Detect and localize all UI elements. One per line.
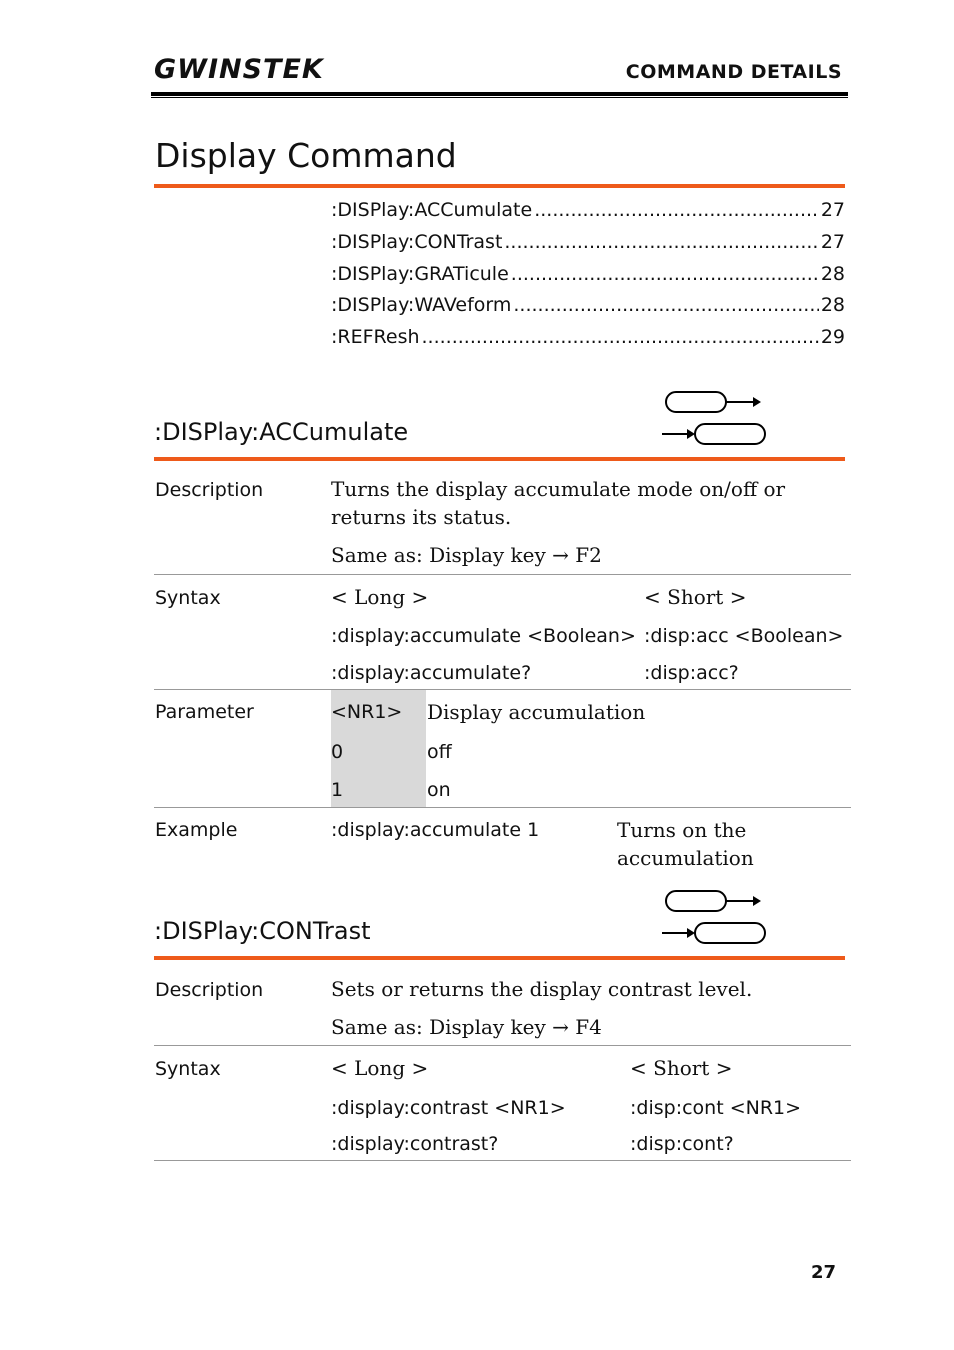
row-divider [154,689,851,690]
example-command: :display:accumulate 1 [331,819,540,841]
header-section-title: COMMAND DETAILS [625,61,842,83]
toc-entry-name: :DISPlay:WAVeform [331,294,512,317]
description-text: Turns the display accumulate mode on/off or [331,477,786,501]
row-divider [154,1045,851,1046]
command-toc [331,199,845,358]
example-label: Example [155,819,238,841]
same-as-text: Same as: Display key → F4 [331,1015,602,1039]
example-description-2: accumulation [617,846,754,870]
parameter-desc: on [427,779,451,801]
same-as-text: Same as: Display key → F2 [331,543,602,567]
toc-entry[interactable] [331,326,845,358]
syntax-label: Syntax [155,587,221,609]
short-query-command: :disp:cont? [630,1133,734,1155]
toc-leader [422,326,819,348]
parameter-value: 0 [331,741,344,763]
description-label: Description [155,479,264,501]
set-query-icon [658,389,778,449]
set-query-icon [658,888,778,948]
toc-leader [513,294,818,316]
parameter-desc: off [427,741,452,763]
parameter-type-desc: Display accumulation [427,700,646,724]
toc-entry[interactable] [331,294,845,326]
syntax-label: Syntax [155,1058,221,1080]
short-set-command: :disp:acc <Boolean> [644,625,844,647]
section-rule [154,457,845,461]
page-title: Display Command [155,136,457,175]
row-divider [154,807,851,808]
toc-leader [504,231,818,253]
parameter-label: Parameter [155,701,254,723]
section-title-contrast: :DISPlay:CONTrast [154,917,371,945]
description-text-2: returns its status. [331,505,512,529]
long-set-command: :display:contrast <NR1> [331,1097,566,1119]
short-header: < Short > [644,585,747,609]
short-set-command: :disp:cont <NR1> [630,1097,802,1119]
title-rule [154,184,845,188]
header-rule-thin [151,97,848,98]
long-set-command: :display:accumulate <Boolean> [331,625,636,647]
short-query-command: :disp:acc? [644,662,739,684]
long-header: < Long > [331,585,429,609]
description-label: Description [155,979,264,1001]
long-query-command: :display:contrast? [331,1133,499,1155]
row-divider [154,574,851,575]
gwinstek-logo: GWINSTEK [154,54,324,85]
toc-entry-page: 29 [820,326,845,349]
toc-entry-page: 27 [820,230,845,253]
row-divider [154,1160,851,1161]
toc-entry[interactable] [331,231,845,263]
parameter-type: <NR1> [331,701,403,723]
header-rule [151,92,848,96]
parameter-value: 1 [331,779,344,801]
toc-leader [534,199,819,221]
toc-entry-name: :REFResh [331,326,420,349]
toc-entry-page: 28 [820,294,845,317]
toc-leader [511,263,819,285]
page-number: 27 [810,1262,836,1283]
example-description: Turns on the [617,818,747,842]
section-rule [154,956,845,960]
toc-entry-name: :DISPlay:GRATicule [331,262,509,285]
section-title-accumulate: :DISPlay:ACCumulate [154,418,409,446]
short-header: < Short > [630,1056,733,1080]
toc-entry[interactable] [331,263,845,295]
long-query-command: :display:accumulate? [331,662,532,684]
toc-entry-page: 27 [820,199,845,221]
toc-entry-name: :DISPlay:CONTrast [331,230,503,253]
toc-entry-page: 28 [820,262,845,285]
toc-entry-name: :DISPlay:ACCumulate [331,199,533,221]
long-header: < Long > [331,1056,429,1080]
description-text: Sets or returns the display contrast level. [331,977,753,1001]
toc-entry[interactable] [331,199,845,231]
